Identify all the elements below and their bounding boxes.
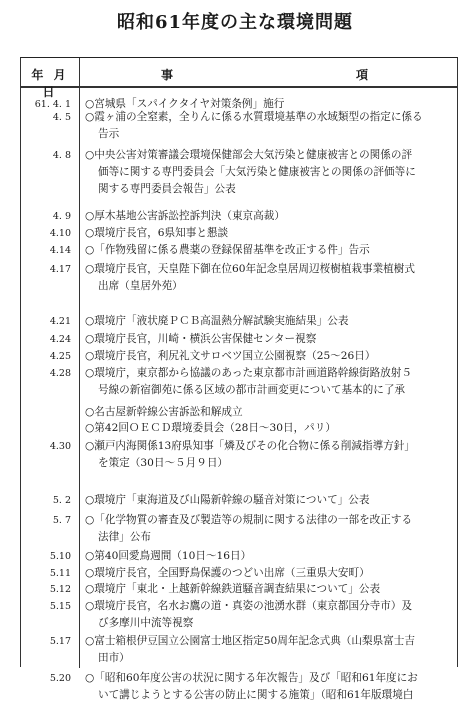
row-text-line: ○「昭和60年度公害の状況に関する年次報告」及び「昭和61年度にお bbox=[85, 672, 418, 684]
row-text-line: ○環境庁「東海道及び山陽新幹線の騒音対策について」公表 bbox=[85, 494, 370, 506]
row-text bbox=[85, 261, 453, 295]
row-text bbox=[85, 404, 453, 421]
page-title: 昭和61年度の主な環境問題 bbox=[116, 12, 354, 33]
row-text bbox=[85, 331, 453, 348]
row-text bbox=[85, 208, 453, 225]
row-date: 4.17 bbox=[49, 264, 71, 275]
row-date: 4. 5 bbox=[52, 112, 71, 123]
row-text-line: ○宮城県「スパイクタイヤ対策条例」施行 bbox=[85, 98, 285, 110]
row-text bbox=[85, 348, 453, 365]
row-text bbox=[85, 670, 453, 704]
row-text bbox=[85, 512, 453, 546]
row-text-line: 号線の新宿御苑に係る区域の都市計画変更について基本的に了承 bbox=[98, 384, 406, 396]
row-date: 4.14 bbox=[49, 245, 71, 256]
row-text bbox=[85, 598, 453, 632]
row-text-line: 出席（皇居外苑） bbox=[98, 280, 183, 292]
row-text-line: ○霞ヶ浦の全窒素，全りんに係る水質環境基準の水域類型の指定に係る bbox=[85, 111, 423, 123]
events-table bbox=[20, 57, 458, 701]
row-date: 5.17 bbox=[49, 636, 71, 647]
header-ko: 項 bbox=[356, 68, 369, 82]
row-text bbox=[85, 365, 453, 399]
row-text-line: び多摩川中流等視察 bbox=[98, 617, 194, 629]
row-text-line: ○厚木基地公害訴訟控訴判決（東京高裁） bbox=[85, 210, 285, 222]
row-date: 4.10 bbox=[49, 228, 71, 239]
row-text-line: ○環境庁長官，天皇陛下御在位60年記念皇居周辺桜樹植栽事業植樹式 bbox=[85, 263, 415, 275]
row-text-line: 告示 bbox=[98, 128, 120, 140]
row-date: 5. 2 bbox=[52, 495, 71, 506]
row-text-line: ○環境庁長官，利尻礼文サロベツ国立公園視察（25〜26日） bbox=[85, 350, 376, 362]
row-text bbox=[85, 147, 453, 198]
row-text-line: ○環境庁長官，6県知事と懇談 bbox=[85, 227, 229, 239]
row-date: 5.12 bbox=[49, 584, 71, 595]
row-date: 4.25 bbox=[49, 351, 71, 362]
row-date: 4.24 bbox=[49, 334, 71, 345]
row-date: 4. 9 bbox=[52, 211, 71, 222]
row-text-line: ○環境庁，東京都から協議のあった東京都市計画道路幹線街路放射５ bbox=[85, 367, 412, 379]
row-text-line: ○第40回愛鳥週間（10日〜16日） bbox=[85, 550, 252, 562]
row-date: 5.10 bbox=[49, 551, 71, 562]
row-date: 5.15 bbox=[49, 601, 71, 612]
row-date: 4.21 bbox=[49, 316, 71, 327]
row-text-line: 法律」公布 bbox=[98, 531, 151, 543]
row-date: 4. 8 bbox=[52, 150, 71, 161]
row-date: 61. 4. 1 bbox=[34, 99, 71, 110]
row-date: 5. 7 bbox=[52, 515, 71, 526]
row-text bbox=[85, 420, 453, 437]
row-date: 5.20 bbox=[49, 673, 71, 684]
row-text bbox=[85, 109, 453, 143]
row-text-line: ○瀬戸内海関係13府県知事「燐及びその化合物に係る削減指導方針」 bbox=[85, 440, 415, 452]
header-koto: 事 bbox=[161, 68, 176, 82]
row-text-line: 田市） bbox=[98, 652, 130, 664]
row-text-line: ○「化学物質の審査及び製造等の規制に関する法律の一部を改正する bbox=[85, 514, 413, 526]
row-text-line: ○環境庁「東北・上越新幹線鉄道騒音調査結果について」公表 bbox=[85, 583, 381, 595]
row-text-line: ○環境庁「液状廃ＰＣＢ高温熱分解試験実施結果」公表 bbox=[85, 315, 349, 327]
row-text-line: ○環境庁長官，川崎・横浜公害保健センター視察 bbox=[85, 333, 317, 345]
row-text-line: ○富士箱根伊豆国立公園富士地区指定50周年記念式典（山梨県富士吉 bbox=[85, 635, 415, 647]
column-divider bbox=[79, 58, 80, 668]
row-date: 5.11 bbox=[49, 568, 71, 579]
row-text-line: 関する専門委員会報告」公表 bbox=[98, 183, 236, 195]
row-text-line: ○第42回ＯＥＣＤ環境委員会（28日〜30日，パリ） bbox=[85, 422, 336, 434]
row-text-line: ○環境庁長官，全国野鳥保護のつどい出席（三重県大安町） bbox=[85, 567, 370, 579]
header-date: 年 月 日 bbox=[31, 68, 69, 99]
row-text bbox=[85, 548, 453, 565]
table-header bbox=[21, 58, 457, 99]
row-text-line: ○中央公害対策審議会環境保健部会大気汚染と健康被害との関係の評 bbox=[85, 149, 413, 161]
row-text-line: ○「作物残留に係る農薬の登録保留基準を改正する件」告示 bbox=[85, 244, 370, 256]
row-text bbox=[85, 438, 453, 472]
row-date: 4.30 bbox=[49, 441, 71, 452]
row-text bbox=[85, 242, 453, 259]
row-text bbox=[85, 225, 453, 242]
row-text-line: ○環境庁長官，名水お鷹の道・真姿の池湧水群（東京都国分寺市）及 bbox=[85, 600, 413, 612]
row-text bbox=[85, 313, 453, 330]
row-text-line: 価等に関する専門委員会「大気汚染と健康被害との関係の評価等に bbox=[98, 166, 416, 178]
row-text-line: を策定（30日〜５月９日） bbox=[98, 457, 229, 469]
row-date: 4.28 bbox=[49, 368, 71, 379]
row-text bbox=[85, 565, 453, 582]
row-text-line: ○名古屋新幹線公害訴訟和解成立 bbox=[85, 406, 243, 418]
row-text bbox=[85, 492, 453, 509]
row-text bbox=[85, 581, 453, 598]
row-text-line: いて講じようとする公害の防止に関する施策」（昭和61年版環境白 bbox=[98, 689, 414, 701]
